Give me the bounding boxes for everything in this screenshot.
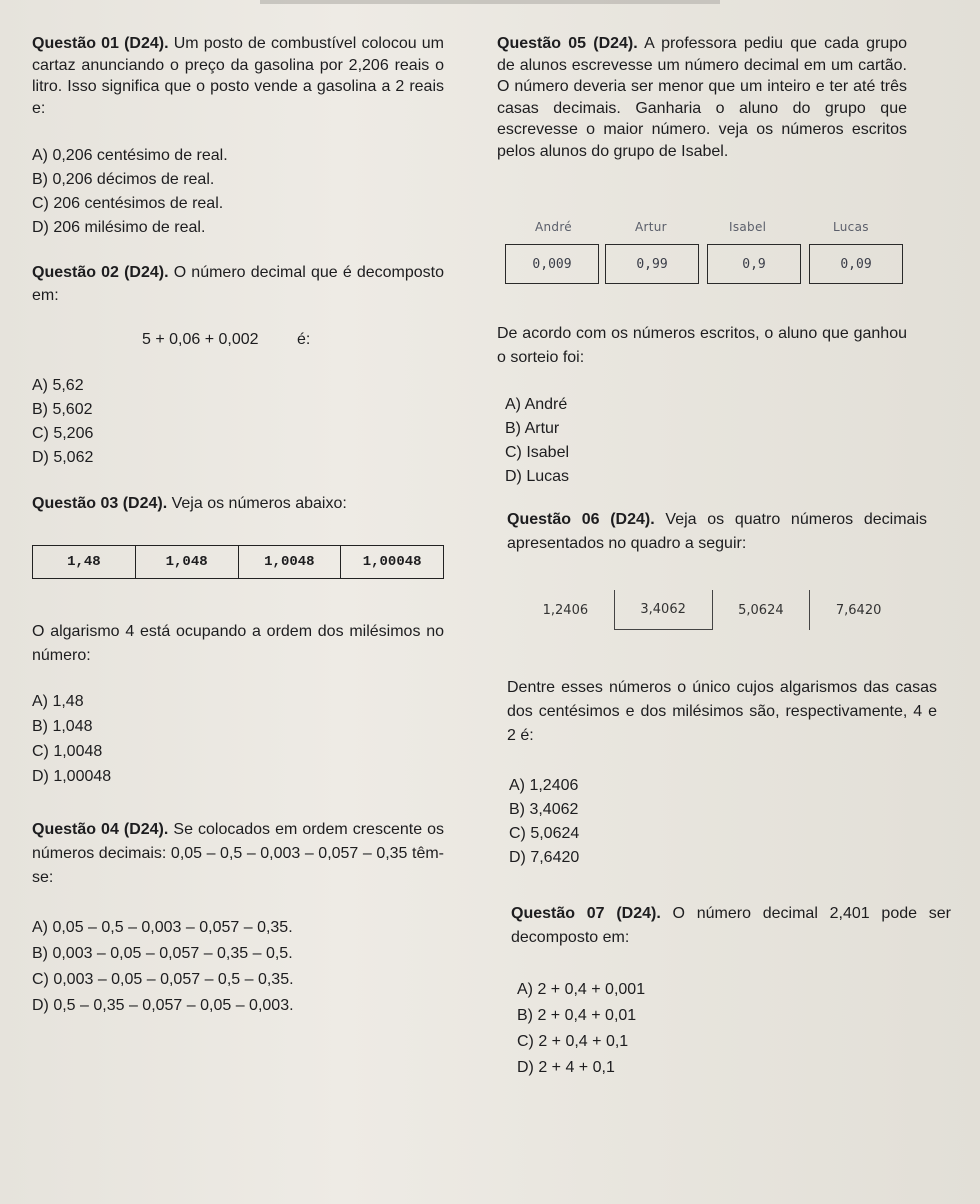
question-04-text <box>32 818 444 890</box>
question-03-body: Veja os números abaixo: <box>171 495 347 512</box>
question-03-option-a: A) 1,48 <box>32 693 84 710</box>
top-edge-shadow <box>260 0 720 4</box>
question-04-option-d: D) 0,5 – 0,35 – 0,057 – 0,05 – 0,003. <box>32 997 294 1014</box>
frame-cell: 3,4062 <box>614 590 712 630</box>
question-07-option-a: A) 2 + 0,4 + 0,001 <box>517 981 646 998</box>
question-03-option-d: D) 1,00048 <box>32 768 112 785</box>
question-07-body: O número decimal 2,401 pode ser decomposto em: <box>511 905 952 946</box>
question-03-prompt: O algarismo 4 está ocupando a ordem dos milésimos no número: <box>32 623 444 664</box>
question-07-option-b: B) 2 + 0,4 + 0,01 <box>517 1007 637 1024</box>
question-03-option-c: C) 1,0048 <box>32 743 103 760</box>
question-02-text <box>32 261 444 307</box>
question-02-option-a: A) 5,62 <box>32 377 84 394</box>
question-01-option-b: B) 0,206 décimos de real. <box>32 171 215 188</box>
question-06-title: Questão 06 (D24). <box>507 511 655 528</box>
question-05-body: A professora pediu que cada grupo de alunos escrevesse um número decimal em um cartão. O número deveria ser menor que um inteiro e ter até três casas decimais. Ganharia o aluno do grupo que escrevesse o maior número. veja os números escritos pelos alunos do grupo de Isabel. <box>497 35 908 160</box>
table-cell: 1,0048 <box>238 546 341 578</box>
question-06-number-frame <box>517 590 907 630</box>
frame-cell: 7,6420 <box>809 590 907 630</box>
question-04-title: Questão 04 (D24). <box>32 821 169 838</box>
table-cell: 1,048 <box>135 546 238 578</box>
question-01-title: Questão 01 (D24). <box>32 35 169 52</box>
card-name-lucas: Lucas <box>833 220 869 234</box>
card-isabel: 0,9 <box>707 244 801 284</box>
question-07-option-c: C) 2 + 0,4 + 0,1 <box>517 1033 629 1050</box>
card-andre: 0,009 <box>505 244 599 284</box>
question-01-option-a: A) 0,206 centésimo de real. <box>32 147 228 164</box>
question-06-option-c: C) 5,0624 <box>509 825 580 842</box>
question-06-option-d: D) 7,6420 <box>509 849 580 866</box>
question-01-option-c: C) 206 centésimos de real. <box>32 195 224 212</box>
card-name-artur: Artur <box>635 220 667 234</box>
card-artur: 0,99 <box>605 244 699 284</box>
table-cell: 1,48 <box>67 554 101 570</box>
frame-cell: 1,2406 <box>542 602 589 618</box>
question-03-heading <box>32 494 347 514</box>
question-02-option-b: B) 5,602 <box>32 401 93 418</box>
question-06-option-a: A) 1,2406 <box>509 777 579 794</box>
question-06-text <box>507 508 927 556</box>
question-05-option-c: C) Isabel <box>505 444 570 461</box>
question-04-option-b: B) 0,003 – 0,05 – 0,057 – 0,35 – 0,5. <box>32 945 293 962</box>
question-01-text <box>32 33 444 119</box>
question-05-option-b: B) Artur <box>505 420 560 437</box>
question-04-option-c: C) 0,003 – 0,05 – 0,057 – 0,5 – 0,35. <box>32 971 294 988</box>
question-02-expression <box>142 330 310 350</box>
card-name-andre: André <box>535 220 572 234</box>
question-05-option-d: D) Lucas <box>505 468 570 485</box>
question-06-option-b: B) 3,4062 <box>509 801 579 818</box>
question-03-title: Questão 03 (D24). <box>32 495 168 512</box>
question-05-option-a: A) André <box>505 396 568 413</box>
question-06-prompt: Dentre esses números o único cujos algarismos das casas dos centésimos e dos milésimos são, respectivamente, 4 e 2 é: <box>507 679 937 744</box>
question-06-body: Veja os quatro números decimais apresentados no quadro a seguir: <box>507 511 928 552</box>
card-lucas: 0,09 <box>809 244 903 284</box>
card-name-isabel: Isabel <box>729 220 767 234</box>
question-02-expression-suffix: é: <box>297 331 311 348</box>
frame-cell: 5,0624 <box>712 590 810 630</box>
question-04-body: Se colocados em ordem crescente os números decimais: 0,05 – 0,5 – 0,003 – 0,057 – 0,35 têm-se: <box>32 821 445 886</box>
question-07-title: Questão 07 (D24). <box>511 905 661 922</box>
question-05-prompt: De acordo com os números escritos, o aluno que ganhou o sorteio foi: <box>497 325 907 366</box>
question-05-text <box>497 33 907 162</box>
question-02-option-c: C) 5,206 <box>32 425 94 442</box>
question-05-title: Questão 05 (D24). <box>497 35 638 52</box>
table-cell: 1,00048 <box>340 546 443 578</box>
question-07-option-d: D) 2 + 4 + 0,1 <box>517 1059 615 1076</box>
question-02-body: O número decimal que é decomposto em: <box>32 264 445 304</box>
question-03-number-table <box>32 545 444 579</box>
question-01-body: Um posto de combustível colocou um cartaz anunciando o preço da gasolina por 2,206 reais o litro. Isso significa que o posto vende a gasolina a 2 reais e: <box>32 35 445 117</box>
question-02-option-d: D) 5,062 <box>32 449 94 466</box>
question-02-expression-value: 5 + 0,06 + 0,002 <box>142 331 259 348</box>
question-03-option-b: B) 1,048 <box>32 718 93 735</box>
question-04-option-a: A) 0,05 – 0,5 – 0,003 – 0,057 – 0,35. <box>32 919 293 936</box>
question-01-option-d: D) 206 milésimo de real. <box>32 219 206 236</box>
question-07-text <box>511 902 951 950</box>
question-02-title: Questão 02 (D24). <box>32 264 169 281</box>
